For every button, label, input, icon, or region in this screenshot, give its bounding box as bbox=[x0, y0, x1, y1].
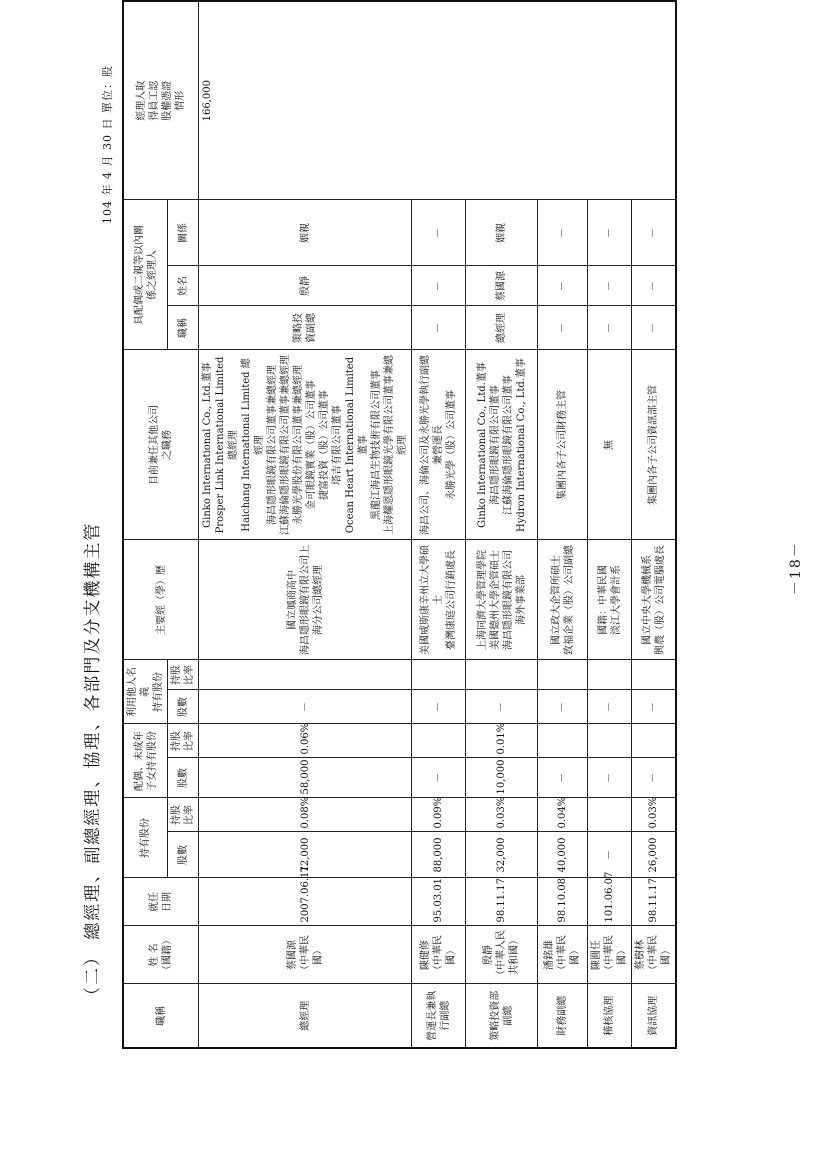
cell-name: 蔡樹林 （中華民國） bbox=[632, 926, 677, 984]
cell-spouse-ratio: 0.01% bbox=[466, 724, 538, 758]
cell-nominee-shares: － bbox=[466, 690, 538, 724]
header-rel-name: 姓名 bbox=[168, 266, 199, 306]
cell-date: 2007.06.11 bbox=[199, 878, 412, 926]
cell-title: 財務副總 bbox=[538, 984, 588, 1048]
cell-concurrent: 無 bbox=[588, 350, 632, 540]
cell-date: 98.11.17 bbox=[632, 878, 677, 926]
date-unit-line: 104 年 4 月 30 日 單位：股 bbox=[101, 65, 114, 224]
cell-rel-title: － bbox=[412, 306, 466, 350]
cell-concurrent: Ginko International Co., Ltd.董事 Prosper Link International Limited 總經理 Haichang International Limited 總經理 海昌隱形眼鏡有限公司董事兼總經理 江蘇海倫隱形眼鏡有限公司董事兼總經理 永勝光學股份有限公司董事兼總經理 金可眼鏡實業（股）公司董事 捷富投資（股）公司董事 塔吉有限公司董事 Ocean Heart International Limited 董事 黑龍江海昌生物技術有限公司董事 上海耀恩隱形眼鏡光學有限公司董事兼總經理 bbox=[199, 350, 412, 540]
header-rel-title: 職稱 bbox=[168, 306, 199, 350]
cell-rel-name: － bbox=[412, 266, 466, 306]
cell-experience: 美國威斯康辛州立大學碩士 臺灣康庭公司行銷處長 bbox=[412, 540, 466, 660]
header-name: 姓 名 （國籍） bbox=[123, 926, 199, 984]
cell-spouse-shares: 10,000 bbox=[466, 758, 538, 798]
header-spouse-shares: 股數 bbox=[168, 758, 199, 798]
cell-shares: 26,000 bbox=[632, 832, 677, 878]
cell-nominee-shares: － bbox=[588, 690, 632, 724]
header-rel-relation: 關係 bbox=[168, 200, 199, 266]
cell-title: 營運長兼執行副總 bbox=[412, 984, 466, 1048]
cell-nominee-shares: － bbox=[632, 690, 677, 724]
cell-ratio: 0.03% bbox=[466, 798, 538, 832]
cell-name: 陳圓任 （中華民國） bbox=[588, 926, 632, 984]
cell-title: 資訊協理 bbox=[632, 984, 677, 1048]
header-holding-group: 持有股份 bbox=[123, 798, 168, 878]
cell-concurrent: 海昌公司、海倫公司及永勝光學執行副總兼營運長 永勝光學（股）公司董事 bbox=[412, 350, 466, 540]
cell-ratio: 0.08% bbox=[199, 798, 412, 832]
header-nominee-group: 利用他人名義 持有股份 bbox=[123, 660, 168, 724]
cell-nominee-ratio bbox=[412, 660, 466, 690]
cell-ratio: 0.09% bbox=[412, 798, 466, 832]
cell-spouse-shares: 58,000 bbox=[199, 758, 412, 798]
managers-table bbox=[122, 0, 677, 1049]
cell-concurrent: 集團內各子公司資訊部主管 bbox=[632, 350, 677, 540]
cell-nominee-shares: － bbox=[412, 690, 466, 724]
header-spouse-ratio: 持股 比率 bbox=[168, 724, 199, 758]
header-nominee-shares: 股數 bbox=[168, 690, 199, 724]
header-relative-group: 具配偶或二親等以內關 係之經理人 bbox=[123, 200, 168, 350]
cell-name: 殷靜 （中華人民共和國） bbox=[466, 926, 538, 984]
cell-rel-title: － bbox=[588, 306, 632, 350]
cell-spouse-shares: － bbox=[412, 758, 466, 798]
cell-rel-relation: 姻親 bbox=[466, 200, 538, 266]
cell-shares: － bbox=[588, 832, 632, 878]
cell-rel-title: 總經理 bbox=[466, 306, 538, 350]
cell-date: 101.06.07 bbox=[588, 878, 632, 926]
cell-name: 陳健修 （中華民國） bbox=[412, 926, 466, 984]
header-title: 職稱 bbox=[123, 984, 199, 1048]
cell-nominee-ratio bbox=[466, 660, 538, 690]
cell-shares: 32,000 bbox=[466, 832, 538, 878]
cell-spouse-shares: － bbox=[588, 758, 632, 798]
cell-nominee-ratio bbox=[632, 660, 677, 690]
cell-spouse-ratio bbox=[632, 724, 677, 758]
cell-rel-name: － bbox=[538, 266, 588, 306]
cell-name: 蔡國源 （中華民國） bbox=[199, 926, 412, 984]
cell-name: 潘銘雄 （中華民國） bbox=[538, 926, 588, 984]
header-shares: 股數 bbox=[168, 832, 199, 878]
cell-ratio: 0.04% bbox=[538, 798, 588, 832]
cell-spouse-ratio bbox=[538, 724, 588, 758]
cell-spouse-ratio: 0.06% bbox=[199, 724, 412, 758]
cell-title: 總經理 bbox=[199, 984, 412, 1048]
cell-spouse-shares: － bbox=[632, 758, 677, 798]
page-number: －18－ bbox=[788, 541, 804, 595]
cell-shares: 40,000 bbox=[538, 832, 588, 878]
cell-employee-option: 166,000 bbox=[199, 1, 677, 200]
header-nominee-ratio: 持股 比率 bbox=[168, 660, 199, 690]
cell-nominee-ratio bbox=[199, 660, 412, 690]
cell-nominee-shares: － bbox=[199, 690, 412, 724]
cell-experience: 國籍：中華民國 淡江大學會計系 bbox=[588, 540, 632, 660]
cell-concurrent: Ginko International Co., Ltd.董事 海昌隱形眼鏡有限公司董事 江蘇海倫隱形眼鏡有限公司董事 Hydron International Co., Ltd.董事 bbox=[466, 350, 538, 540]
header-spouse-group: 配偶、未成年 子女持有股份 bbox=[123, 724, 168, 798]
cell-experience: 國立政大企管所碩士 致福企業（股）公司副總 bbox=[538, 540, 588, 660]
cell-ratio: 0.03% bbox=[632, 798, 677, 832]
cell-rel-name: 殷靜 bbox=[199, 266, 412, 306]
cell-rel-name: － bbox=[588, 266, 632, 306]
header-onboard-date: 就任 日期 bbox=[123, 878, 199, 926]
cell-experience: 國立鳳商高中 海昌隱形眼鏡有限公司上海分公司總經理 bbox=[199, 540, 412, 660]
cell-nominee-shares: － bbox=[538, 690, 588, 724]
cell-rel-title: 策略投資副總 bbox=[199, 306, 412, 350]
cell-nominee-ratio bbox=[538, 660, 588, 690]
header-employee-option: 經理人取 得員工認 股權憑證 情形 bbox=[123, 1, 199, 200]
cell-nominee-ratio bbox=[588, 660, 632, 690]
cell-rel-title: － bbox=[538, 306, 588, 350]
cell-spouse-ratio bbox=[588, 724, 632, 758]
cell-shares: 72,000 bbox=[199, 832, 412, 878]
cell-date: 98.10.08 bbox=[538, 878, 588, 926]
cell-concurrent: 集團內各子公司財務主管 bbox=[538, 350, 588, 540]
section-heading: （二） 總經理、副總經理、協理、各部門及分支機構主管 bbox=[83, 521, 103, 1004]
cell-spouse-ratio bbox=[412, 724, 466, 758]
cell-rel-name: － bbox=[632, 266, 677, 306]
cell-date: 98.11.17 bbox=[466, 878, 538, 926]
header-concurrent: 目前兼任其他公司 之職務 bbox=[123, 350, 199, 540]
table-row bbox=[199, 1, 412, 1048]
cell-title: 策略投資部副總 bbox=[466, 984, 538, 1048]
cell-ratio bbox=[588, 798, 632, 832]
cell-rel-relation: － bbox=[412, 200, 466, 266]
cell-rel-relation: － bbox=[538, 200, 588, 266]
cell-shares: 88,000 bbox=[412, 832, 466, 878]
cell-experience: 國立中央大學機械系 興農（股）公司電腦處長 bbox=[632, 540, 677, 660]
cell-title: 稽核協理 bbox=[588, 984, 632, 1048]
cell-rel-name: 蔡國源 bbox=[466, 266, 538, 306]
cell-date: 95.03.01 bbox=[412, 878, 466, 926]
cell-rel-relation: － bbox=[632, 200, 677, 266]
header-ratio: 持股 比率 bbox=[168, 798, 199, 832]
cell-rel-title: － bbox=[632, 306, 677, 350]
cell-spouse-shares: － bbox=[538, 758, 588, 798]
cell-rel-relation: － bbox=[588, 200, 632, 266]
cell-experience: 上海同濟大學管理學院 美國德州大學企管碩士 海昌隱形眼鏡有限公司 海外事業部 bbox=[466, 540, 538, 660]
header-experience: 主要經（學）歷 bbox=[123, 540, 199, 660]
cell-rel-relation: 姻親 bbox=[199, 200, 412, 266]
